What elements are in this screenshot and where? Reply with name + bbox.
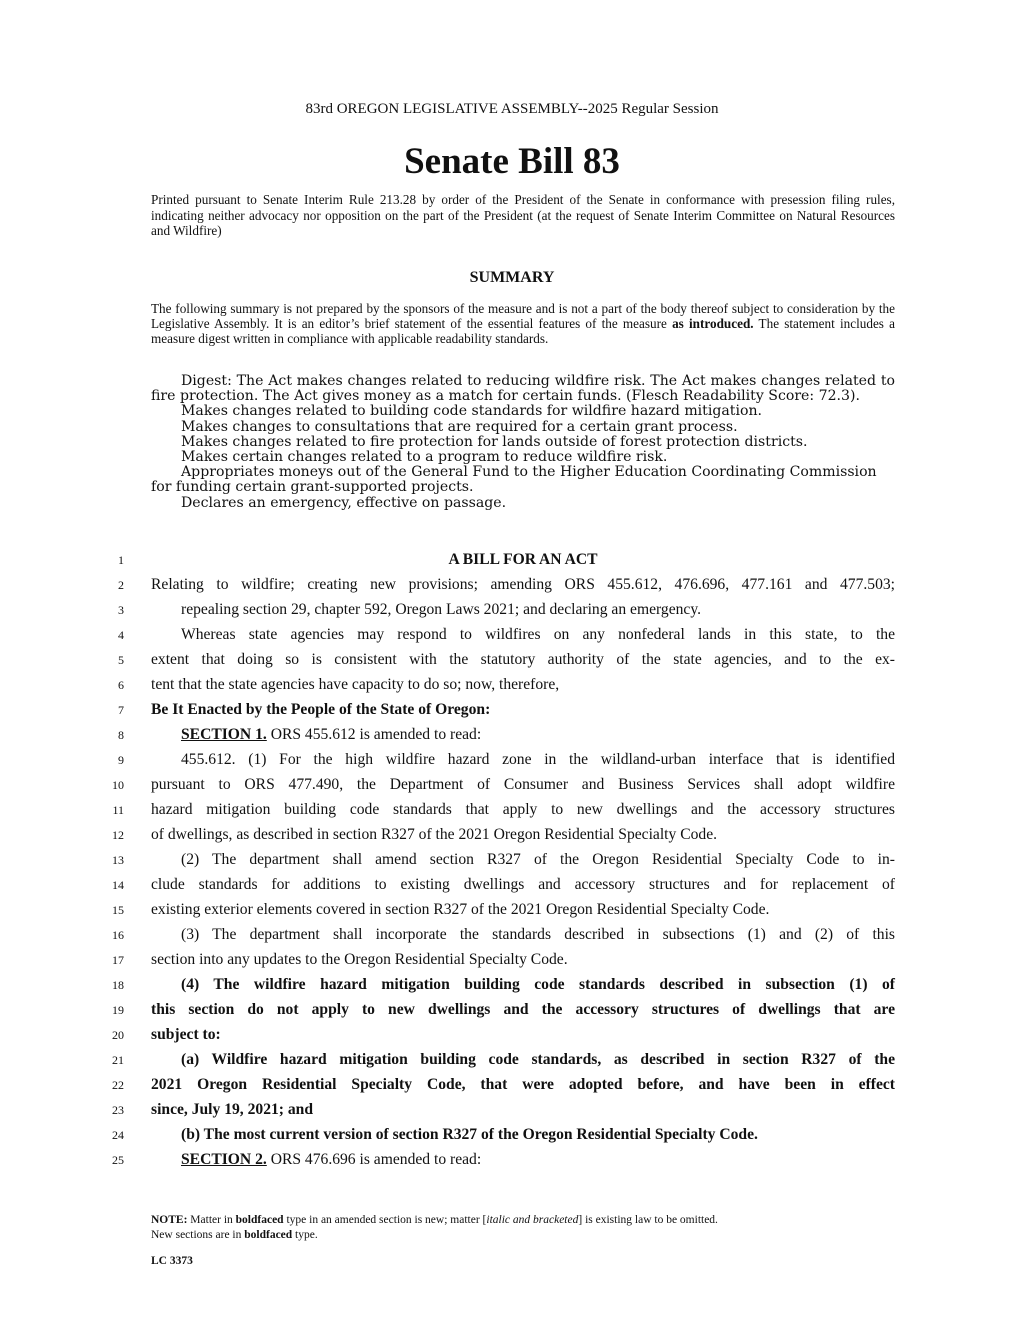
digest-paragraph: Makes certain changes related to a program to reduce wildfire risk. bbox=[181, 449, 668, 466]
bill-line bbox=[0, 848, 1024, 873]
bill-text: Whereas state agencies may respond to wildfires on any nonfederal lands in this state, to the bbox=[181, 626, 895, 643]
summary-heading: SUMMARY bbox=[469, 269, 555, 286]
digest-paragraph: Declares an emergency, effective on passage. bbox=[181, 494, 507, 511]
digest-paragraph: Makes changes related to fire protection for lands outside of forest protection districts. bbox=[181, 433, 808, 450]
bill-text: (3) The department shall incorporate the standards described in subsections (1) and (2) of this bbox=[181, 926, 895, 943]
line-number: 14 bbox=[112, 878, 124, 892]
measure-digest bbox=[151, 374, 895, 511]
digest-paragraph: Makes changes related to building code standards for wildfire hazard mitigation. bbox=[181, 403, 762, 420]
bill-text-new: (4) The wildfire hazard mitigation building code standards described in subsection (1) of bbox=[181, 976, 895, 993]
line-number: 24 bbox=[112, 1128, 124, 1142]
line-number: 23 bbox=[112, 1103, 124, 1117]
bill-line bbox=[0, 673, 1024, 698]
bill-text-new: this section do not apply to new dwellings and the accessory structures of dwellings that are bbox=[151, 1001, 895, 1018]
bill-line bbox=[0, 973, 1024, 998]
bill-text: clude standards for additions to existing dwellings and accessory structures and for replacement of bbox=[151, 876, 895, 893]
line-number: 17 bbox=[112, 953, 124, 967]
bill-text: section into any updates to the Oregon Residential Specialty Code. bbox=[151, 951, 568, 968]
line-number: 5 bbox=[118, 653, 124, 667]
section-label: SECTION 2. bbox=[181, 1151, 267, 1168]
bill-text: Relating to wildfire; creating new provisions; amending ORS 455.612, 476.696, 477.161 and 477.503; bbox=[151, 576, 895, 593]
line-number: 21 bbox=[112, 1053, 124, 1067]
line-number: 4 bbox=[118, 628, 124, 642]
bill-line bbox=[0, 723, 1024, 748]
bill-line bbox=[0, 548, 1024, 573]
section-heading: SECTION 1. ORS 455.612 is amended to read: bbox=[181, 726, 482, 743]
bill-text: repealing section 29, chapter 592, Oregon Laws 2021; and declaring an emergency. bbox=[181, 601, 702, 618]
bill-text: existing exterior elements covered in section R327 of the 2021 Oregon Residential Specialty Code. bbox=[151, 901, 770, 918]
printed-pursuant-note: Printed pursuant to Senate Interim Rule 213.28 by order of the President of the Senate in conformance with presession filing rules, indicating neither advocacy nor opposition on the part of the President (at the request of Senate Interim Committee on Natural Resources and Wildfire) bbox=[151, 192, 895, 238]
line-number: 7 bbox=[118, 703, 124, 717]
line-number: 13 bbox=[112, 853, 124, 867]
line-number: 18 bbox=[112, 978, 124, 992]
enacting-clause: Be It Enacted by the People of the State of Oregon: bbox=[151, 701, 491, 718]
line-number: 2 bbox=[118, 578, 124, 592]
line-number: 16 bbox=[112, 928, 124, 942]
line-number: 25 bbox=[112, 1153, 124, 1167]
bill-line bbox=[0, 1023, 1024, 1048]
bill-line bbox=[0, 648, 1024, 673]
line-number: 6 bbox=[118, 678, 124, 692]
line-number: 9 bbox=[118, 753, 124, 767]
line-number: 12 bbox=[112, 828, 124, 842]
bill-line bbox=[0, 1073, 1024, 1098]
bill-text-new: since, July 19, 2021; and bbox=[151, 1101, 314, 1118]
bill-text-new: subject to: bbox=[151, 1026, 221, 1043]
bill-line bbox=[0, 773, 1024, 798]
bill-act-heading: A BILL FOR AN ACT bbox=[448, 551, 598, 568]
digest-paragraph: Digest: The Act makes changes related to reducing wildfire risk. The Act makes changes related to fire protection. The Act gives money as a match for certain funds. (Flesch Readability Score: 72.3). bbox=[151, 373, 895, 405]
bill-line bbox=[0, 998, 1024, 1023]
line-number: 20 bbox=[112, 1028, 124, 1042]
bill-line bbox=[0, 1048, 1024, 1073]
section-heading: SECTION 2. ORS 476.696 is amended to read: bbox=[181, 1151, 482, 1168]
line-number: 15 bbox=[112, 903, 124, 917]
bill-text: extent that doing so is consistent with the statutory authority of the state agencies, and to the ex- bbox=[151, 651, 895, 668]
bill-line bbox=[0, 798, 1024, 823]
bill-title: Senate Bill 83 bbox=[404, 141, 620, 182]
bill-line bbox=[0, 823, 1024, 848]
bill-text: (2) The department shall amend section R327 of the Oregon Residential Specialty Code to in- bbox=[181, 851, 895, 868]
bill-text: tent that the state agencies have capacity to do so; now, therefore, bbox=[151, 676, 560, 693]
footer-note: NOTE: Matter in boldfaced type in an amended section is new; matter [italic and bracketed] is existing law to be omitted. New sections are in boldfaced type. bbox=[151, 1214, 718, 1241]
bill-line bbox=[0, 698, 1024, 723]
bill-line bbox=[0, 1148, 1024, 1173]
bill-line bbox=[0, 573, 1024, 598]
bill-text-new: (b) The most current version of section R327 of the Oregon Residential Specialty Code. bbox=[181, 1126, 758, 1143]
section-label: SECTION 1. bbox=[181, 726, 267, 743]
line-number: 1 bbox=[118, 553, 124, 567]
bill-line bbox=[0, 873, 1024, 898]
digest-paragraph: Appropriates moneys out of the General Fund to the Higher Education Coordinating Commission for funding certain grant-supported projects. bbox=[151, 464, 877, 496]
summary-intro: The following summary is not prepared by the sponsors of the measure and is not a part of the body thereof subject to consideration by the Legislative Assembly. It is an editor’s brief statement of the essential features of the measure as introduced. The statement includes a measure digest written in compliance with applicable readability standards. bbox=[151, 301, 895, 347]
bill-text-new: 2021 Oregon Residential Specialty Code, that were adopted before, and have been in effect bbox=[151, 1076, 895, 1093]
line-number: 22 bbox=[112, 1078, 124, 1092]
line-number: 3 bbox=[118, 603, 124, 617]
digest-paragraph: Makes changes to consultations that are required for a certain grant process. bbox=[181, 418, 738, 435]
bill-line bbox=[0, 948, 1024, 973]
line-number: 11 bbox=[112, 803, 124, 817]
line-number: 8 bbox=[118, 728, 124, 742]
bill-line bbox=[0, 1123, 1024, 1148]
lc-number: LC 3373 bbox=[151, 1255, 193, 1267]
bill-line bbox=[0, 598, 1024, 623]
session-header: 83rd OREGON LEGISLATIVE ASSEMBLY--2025 Regular Session bbox=[305, 101, 719, 117]
bill-text: 455.612. (1) For the high wildfire hazard zone in the wildland-urban interface that is identified bbox=[181, 751, 895, 768]
bill-line bbox=[0, 1098, 1024, 1123]
bill-text: hazard mitigation building code standards that apply to new dwellings and the accessory structures bbox=[151, 801, 895, 818]
line-number: 10 bbox=[112, 778, 124, 792]
line-number: 19 bbox=[112, 1003, 124, 1017]
bill-line bbox=[0, 898, 1024, 923]
bill-line bbox=[0, 923, 1024, 948]
bill-line bbox=[0, 748, 1024, 773]
bill-text-new: (a) Wildfire hazard mitigation building code standards, as described in section R327 of the bbox=[181, 1051, 895, 1068]
bill-text: of dwellings, as described in section R327 of the 2021 Oregon Residential Specialty Code. bbox=[151, 826, 718, 843]
bill-text: pursuant to ORS 477.490, the Department of Consumer and Business Services shall adopt wildfire bbox=[151, 776, 895, 793]
bill-line bbox=[0, 623, 1024, 648]
